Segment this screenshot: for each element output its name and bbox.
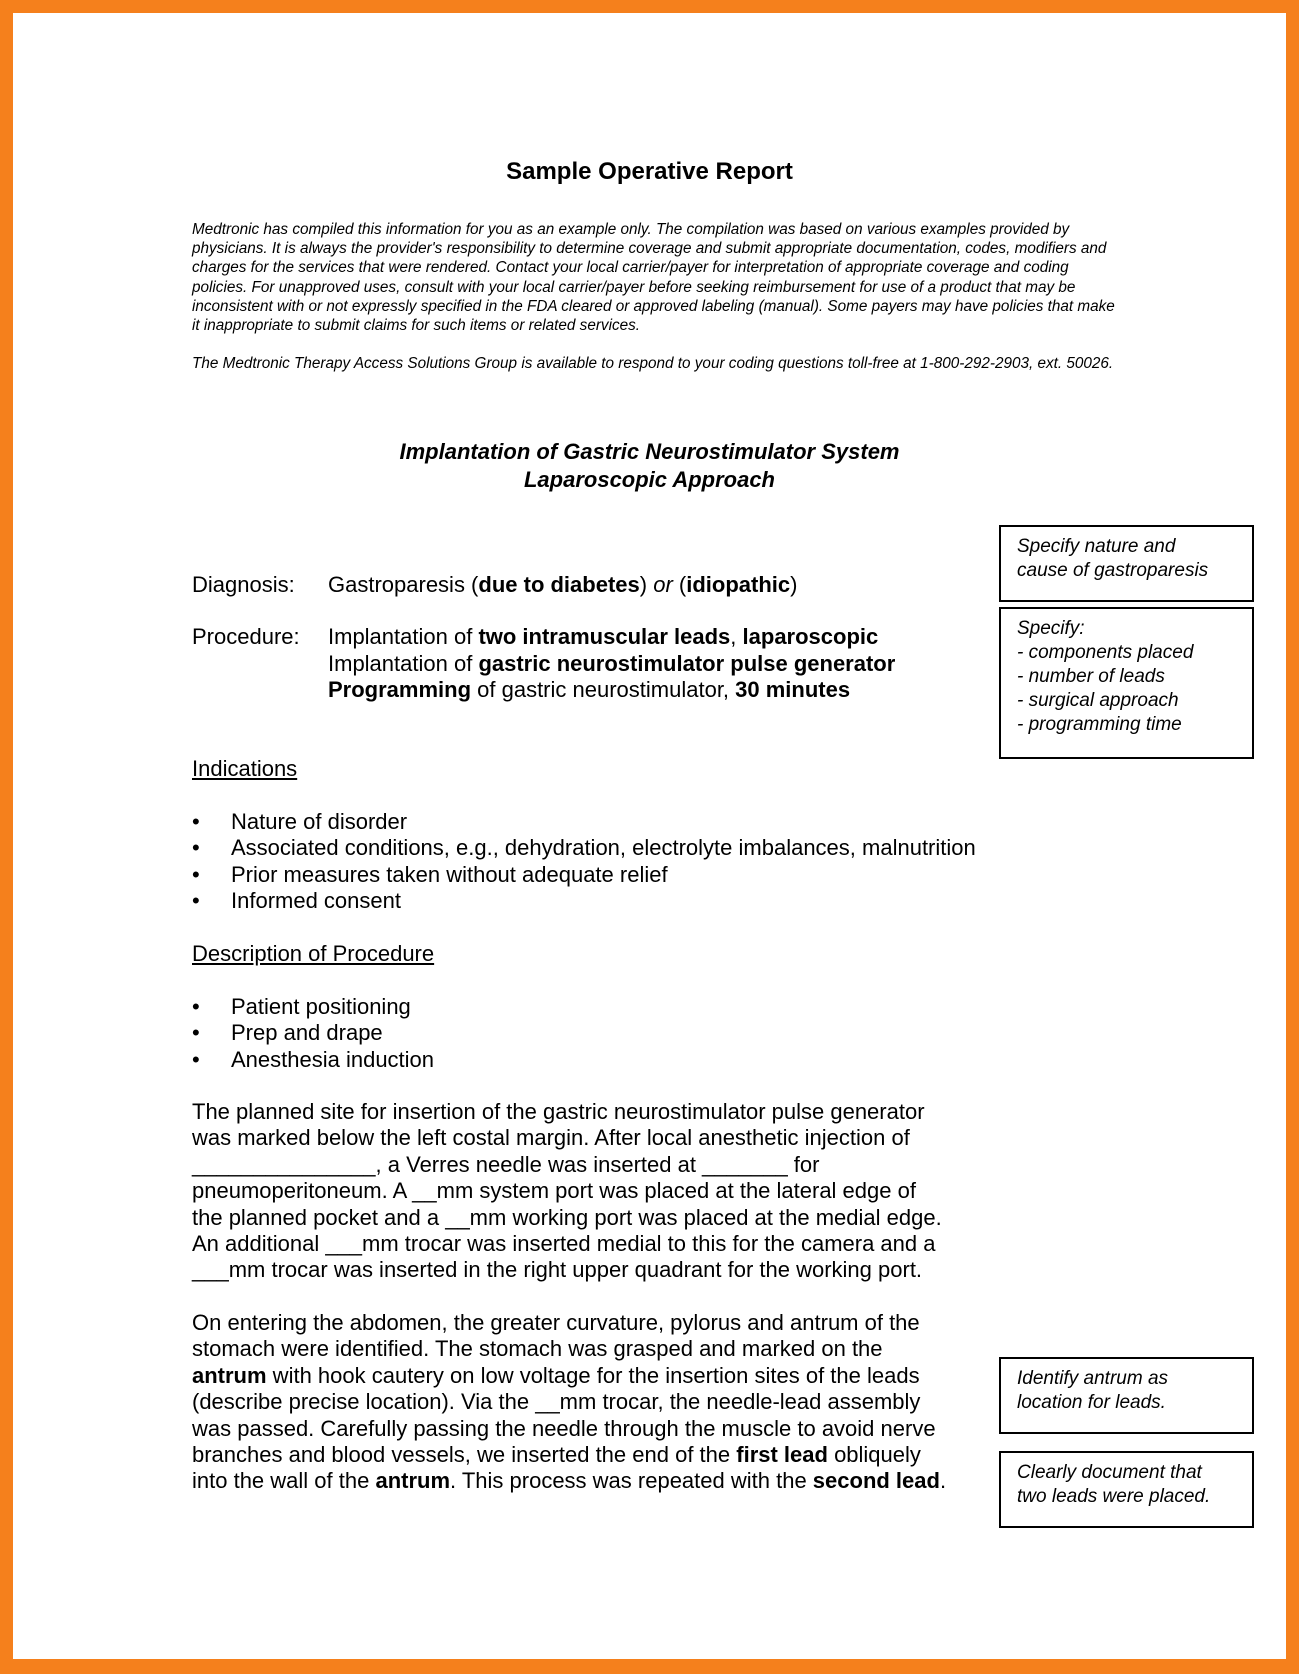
diagnosis-label: Diagnosis: xyxy=(192,572,295,597)
description-list xyxy=(192,994,434,1073)
diagnosis-text: ) xyxy=(790,572,798,597)
paragraph-line xyxy=(192,1468,992,1494)
paragraph-line: An additional ___mm trocar was inserted medial to this for the camera and a xyxy=(192,1231,936,1257)
paragraph-line: On entering the abdomen, the greater curvature, pylorus and antrum of the xyxy=(192,1310,920,1335)
diagnosis-text: ) xyxy=(639,572,654,597)
paragraph-line: stomach were identified. The stomach was grasped and marked on the xyxy=(192,1336,883,1362)
paragraph-line: The planned site for insertion of the gastric neurostimulator pulse generator xyxy=(192,1099,925,1124)
procedure-programming: Programming xyxy=(328,677,472,702)
second-lead-emphasis: second lead xyxy=(812,1468,940,1494)
paragraph-line: _______________, a Verres needle was inserted at _______ for xyxy=(192,1151,820,1177)
diagnosis-text: Gastroparesis ( xyxy=(328,572,479,597)
note-line: - components placed xyxy=(1017,642,1194,663)
paragraph-line: the planned pocket and a __mm working port was placed at the medial edge. xyxy=(192,1204,942,1230)
paragraph-line: ___mm trocar was inserted in the right upper quadrant for the working port. xyxy=(192,1257,923,1283)
procedure-leads: two intramuscular leads xyxy=(478,624,731,649)
procedure-line-2 xyxy=(328,651,895,677)
intro-paragraph-2: The Medtronic Therapy Access Solutions Group is available to respond to your coding questions toll-free at 1-800-292-2903, ext. 50026. xyxy=(192,355,1114,373)
procedure-label: Procedure: xyxy=(192,624,300,649)
note-line: cause of gastroparesis xyxy=(1017,560,1209,581)
bullet: • xyxy=(192,888,200,914)
list-item-text: Prep and drape xyxy=(231,1020,383,1046)
procedure-text: Implantation of xyxy=(328,624,479,649)
antrum-emphasis: antrum xyxy=(192,1362,267,1388)
list-item-text: Nature of disorder xyxy=(231,809,408,834)
intro-paragraph-1: Medtronic has compiled this information for you as an example only. The compilation was based on various examples provided by physicians. It is always the provider's responsibility to determine coverage and submit appropriate documentation, codes, modifiers and charges for the services that were rendered. Contact your local carrier/payer for interpretation of appropriate coverage and coding policies. For unapproved uses, consult with your local carrier/payer before seeking reimbursement for use of a product that may be inconsistent with or not expressly specified in the FDA cleared or approved labeling (manual). Some payers may have policies that make it inappropriate to submit claims for such items or related services. xyxy=(192,221,1115,335)
note-line: - surgical approach xyxy=(1017,690,1179,711)
procedure-text: Implantation of xyxy=(328,651,479,676)
list-item-text: Prior measures taken without adequate relief xyxy=(231,861,668,887)
list-item-text: Anesthesia induction xyxy=(231,1046,435,1072)
note-line: - programming time xyxy=(1017,714,1182,735)
list-item xyxy=(192,1020,434,1046)
diagnosis-cause-idiopathic: idiopathic xyxy=(686,572,791,597)
procedure-title-line-2: Laparoscopic Approach xyxy=(523,467,775,492)
list-item xyxy=(192,888,976,914)
antrum-emphasis: antrum xyxy=(375,1468,451,1494)
note-line: Specify: xyxy=(1017,618,1085,639)
bullet: • xyxy=(192,835,200,861)
note-line: location for leads. xyxy=(1017,1392,1166,1413)
paragraph-line: was marked below the left costal margin. After local anesthetic injection of xyxy=(192,1125,910,1151)
intro-disclaimer xyxy=(192,220,1122,393)
paragraph-text: obliquely xyxy=(827,1442,921,1468)
document-title: Sample Operative Report xyxy=(506,158,793,185)
procedure-time: 30 minutes xyxy=(735,677,851,702)
diagnosis-or: or xyxy=(653,572,673,597)
procedure-generator: gastric neurostimulator pulse generator xyxy=(478,651,896,676)
diagnosis-value xyxy=(328,572,797,598)
list-item-text: Informed consent xyxy=(231,888,401,914)
list-item xyxy=(192,809,976,835)
procedure-approach: laparoscopic xyxy=(742,624,879,649)
procedure-line-1 xyxy=(328,624,878,650)
bullet: • xyxy=(192,994,200,1019)
paragraph-text: . xyxy=(939,1468,947,1494)
description-heading: Description of Procedure xyxy=(192,941,435,966)
list-item-text: Associated conditions, e.g., dehydration, electrolyte imbalances, malnutrition xyxy=(231,835,976,861)
note-box-leads xyxy=(999,1451,1254,1528)
indications-list xyxy=(192,809,976,915)
paragraph-line: pneumoperitoneum. A __mm system port was placed at the lateral edge of xyxy=(192,1178,916,1204)
note-line: Specify nature and xyxy=(1017,536,1176,557)
paragraph-text: into the wall of the xyxy=(192,1468,376,1494)
bullet: • xyxy=(192,861,200,887)
bullet: • xyxy=(192,809,200,834)
first-lead-emphasis: first lead xyxy=(736,1442,828,1468)
note-line: - number of leads xyxy=(1017,666,1165,687)
indications-heading: Indications xyxy=(192,756,298,781)
paragraph-line: was passed. Carefully passing the needle through the muscle to avoid nerve xyxy=(192,1415,936,1441)
note-line: Identify antrum as xyxy=(1017,1368,1169,1389)
procedure-text: , xyxy=(730,624,743,649)
paragraph-line xyxy=(192,1363,992,1389)
list-item xyxy=(192,1047,434,1073)
procedure-line-3 xyxy=(328,677,850,703)
paragraph-line: (describe precise location). Via the __mm trocar, the needle-lead assembly xyxy=(192,1389,921,1415)
procedure-title xyxy=(0,438,1299,494)
note-line: Clearly document that xyxy=(1017,1462,1202,1483)
note-box-procedure xyxy=(999,607,1254,759)
procedure-title-line-1: Implantation of Gastric Neurostimulator System xyxy=(399,439,900,464)
bullet: • xyxy=(192,1046,200,1072)
paragraph-text: with hook cautery on low voltage for the insertion sites of the leads xyxy=(266,1362,920,1388)
list-item xyxy=(192,862,976,888)
procedure-paragraph-2 xyxy=(192,1310,992,1495)
procedure-text: of gastric neurostimulator, xyxy=(471,677,736,702)
paragraph-text: branches and blood vessels, we inserted the end of the xyxy=(192,1442,737,1468)
diagnosis-cause-diabetes: due to diabetes xyxy=(478,572,640,597)
bullet: • xyxy=(192,1020,200,1046)
note-box-antrum xyxy=(999,1357,1254,1434)
list-item xyxy=(192,994,434,1020)
note-line: two leads were placed. xyxy=(1017,1486,1211,1507)
procedure-paragraph-1 xyxy=(192,1099,992,1284)
diagnosis-text: ( xyxy=(672,572,687,597)
paragraph-line xyxy=(192,1442,992,1468)
note-box-diagnosis xyxy=(999,525,1254,602)
paragraph-text: . This process was repeated with the xyxy=(450,1468,813,1494)
list-item-text: Patient positioning xyxy=(231,994,411,1019)
list-item xyxy=(192,835,976,861)
